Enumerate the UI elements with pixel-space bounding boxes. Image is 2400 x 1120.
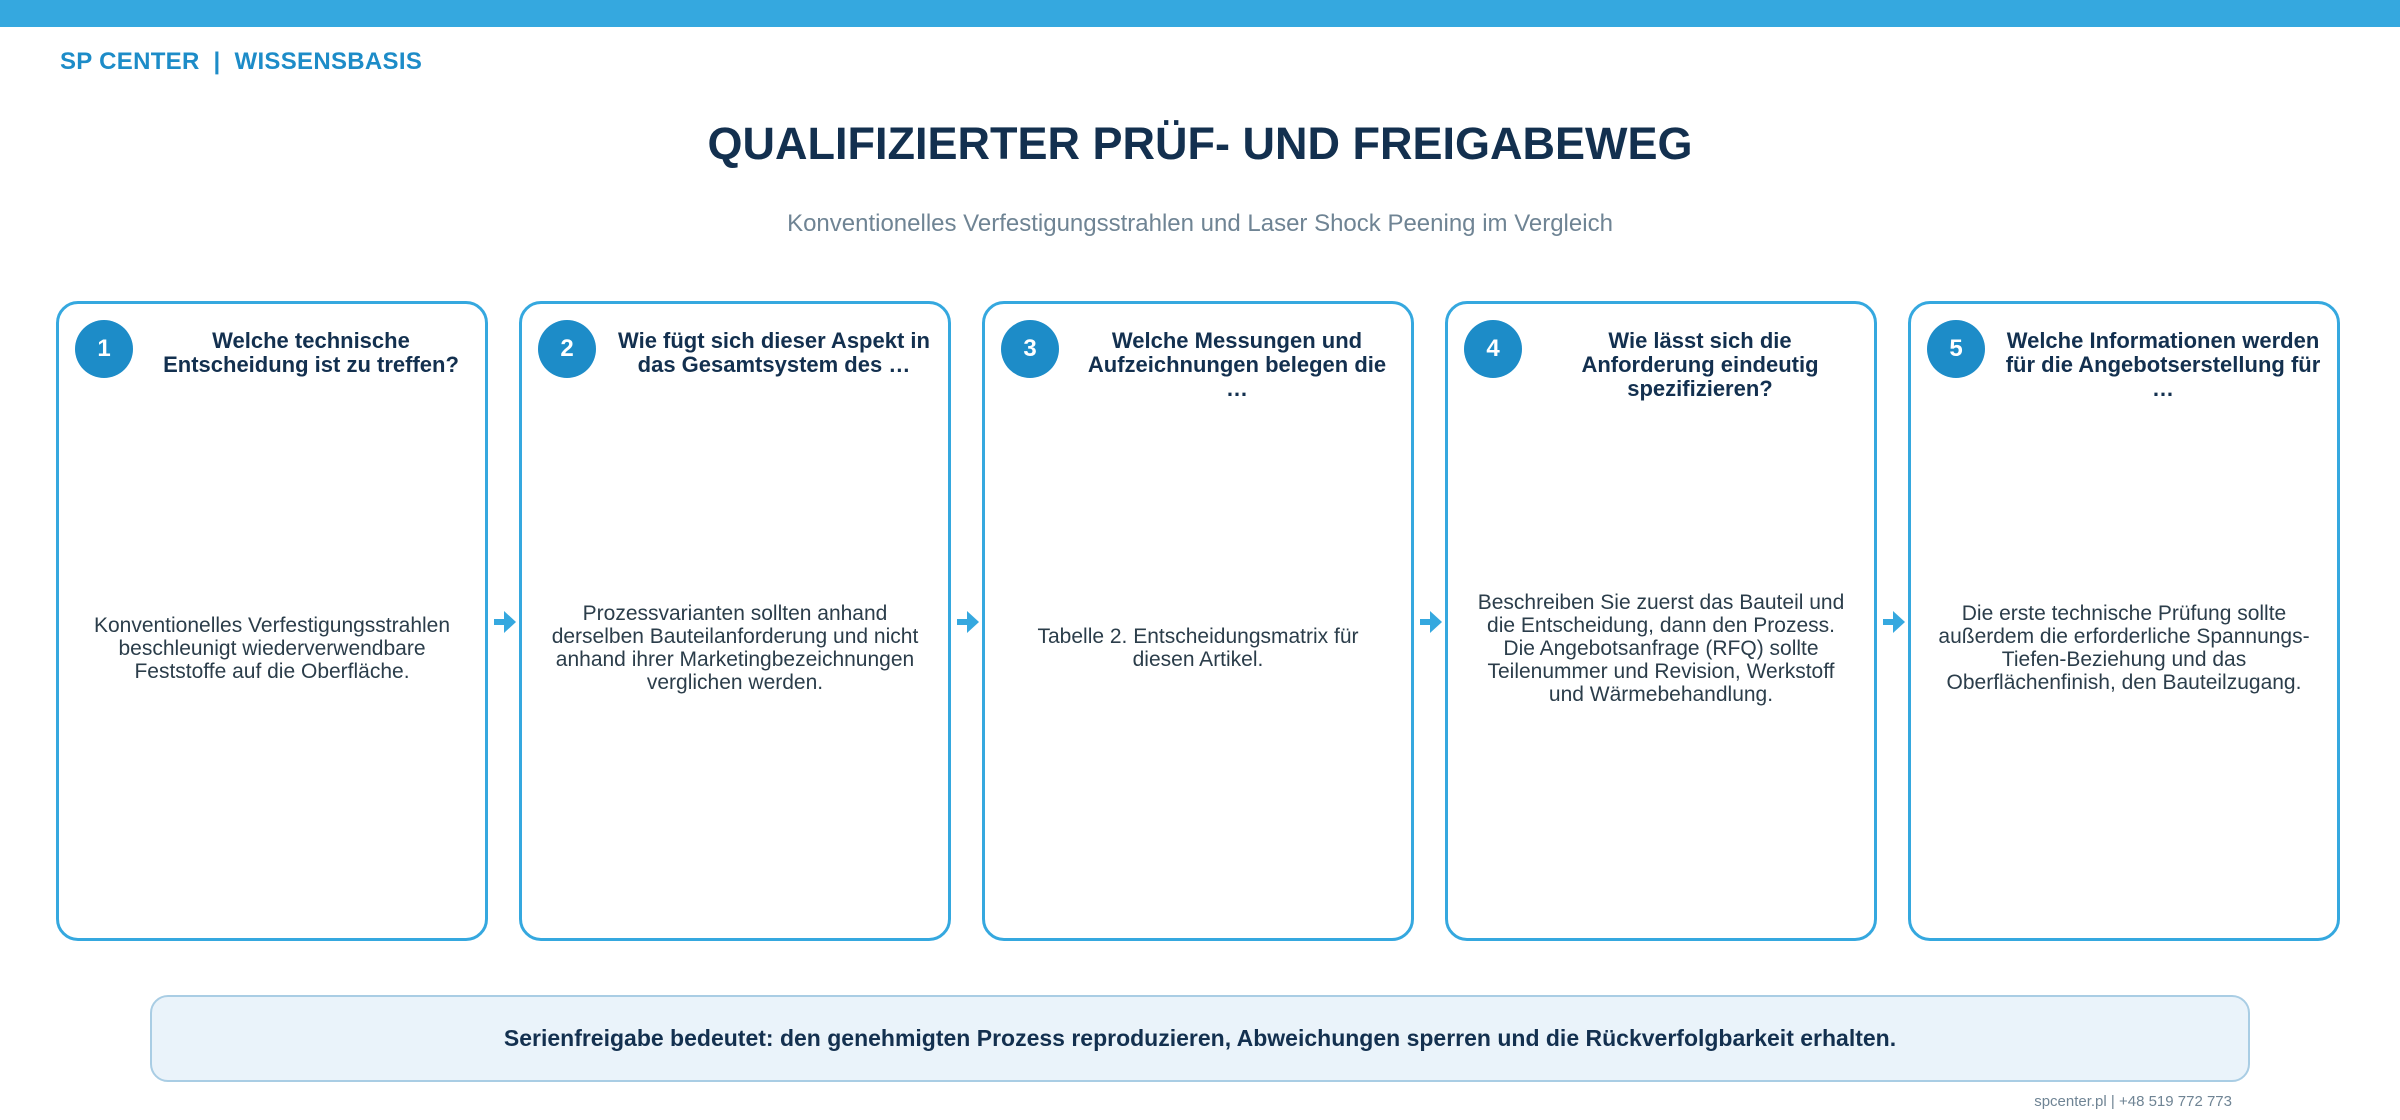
page-subtitle: Konventionelles Verfestigungsstrahlen und Laser Shock Peening im Vergleich xyxy=(787,210,1613,237)
step-card-2 xyxy=(519,301,951,941)
step-question: Welche Messungen und Aufzeichnungen belegen die … xyxy=(1087,328,1387,401)
arrow-right-icon xyxy=(494,609,516,635)
brand-label: SP CENTER | WISSENSBASIS xyxy=(60,48,423,75)
step-question: Welche Informationen werden für die Angebotserstellung für … xyxy=(2005,328,2321,401)
step-body-text: Konventionelles Verfestigungsstrahlen beschleunigt wiederverwendbare Feststoffe auf die Oberfläche. xyxy=(93,613,451,683)
step-card-3 xyxy=(982,301,1414,941)
step-card-5 xyxy=(1908,301,2340,941)
step-number-badge: 3 xyxy=(1001,320,1059,378)
step-card-4 xyxy=(1445,301,1877,941)
step-body-text: Tabelle 2. Entscheidungsmatrix für diesen Artikel. xyxy=(1037,625,1359,671)
step-body-text: Beschreiben Sie zuerst das Bauteil und die Entscheidung, dann den Prozess. Die Angebotsanfrage (RFQ) sollte Teilenummer und Revision, Werkstoff und Wärmebehandlung. xyxy=(1477,590,1845,706)
step-body-text: Prozessvarianten sollten anhand derselben Bauteilanforderung und nicht anhand ihrer Marketingbezeichnungen verglichen werden. xyxy=(551,602,919,694)
footer-statement-box xyxy=(150,995,2250,1082)
step-number-badge: 2 xyxy=(538,320,596,378)
arrow-right-icon xyxy=(1420,609,1442,635)
contact-info: spcenter.pl | +48 519 772 773 xyxy=(2034,1093,2232,1110)
step-card-1 xyxy=(56,301,488,941)
page-title: QUALIFIZIERTER PRÜF- UND FREIGABEWEG xyxy=(707,118,1693,169)
step-question: Wie fügt sich dieser Aspekt in das Gesamtsystem des … xyxy=(618,328,930,377)
step-number-badge: 4 xyxy=(1464,320,1522,378)
arrow-right-icon xyxy=(1883,609,1905,635)
step-number-badge: 1 xyxy=(75,320,133,378)
step-question: Wie lässt sich die Anforderung eindeutig spezifizieren? xyxy=(1581,328,1819,401)
footer-statement: Serienfreigabe bedeutet: den genehmigten Prozess reproduzieren, Abweichungen sperren und die Rückverfolgbarkeit erhalten. xyxy=(503,1025,1897,1051)
step-number-badge: 5 xyxy=(1927,320,1985,378)
top-accent-bar xyxy=(0,0,2400,27)
arrow-right-icon xyxy=(957,609,979,635)
step-body-text: Die erste technische Prüfung sollte außerdem die erforderliche Spannungs-Tiefen-Beziehung und das Oberflächenfinish, den Bauteilzugang. xyxy=(1938,602,2310,694)
step-question: Welche technische Entscheidung ist zu treffen? xyxy=(163,328,459,377)
